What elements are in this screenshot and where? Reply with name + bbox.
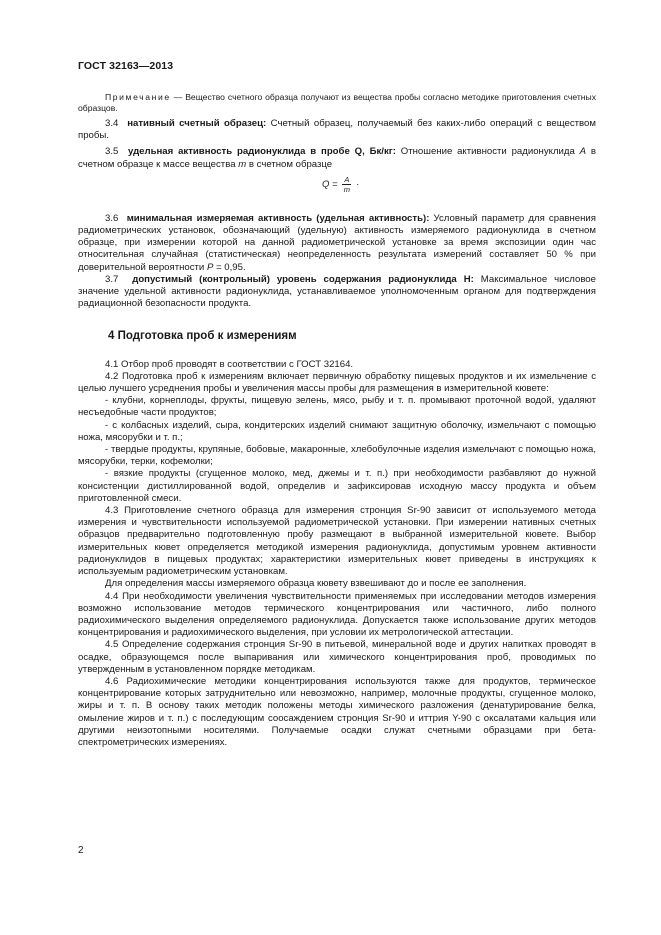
- formula-q: [78, 173, 596, 207]
- variable-a: А: [579, 146, 587, 158]
- page-number: 2: [78, 845, 84, 856]
- variable-m: m: [238, 158, 247, 170]
- note-label: Примечание: [105, 92, 171, 102]
- clause-4-5: 4.5 Определение содержания стронция Sr-90 в питьевой, минеральной воде и других напитках проводят в осадке, образующемся после выпаривания или химического концентрирования проб, проводимых по утвержденным в установленном порядке методикам.: [78, 639, 596, 675]
- clause-text: в счетном образце к массе вещества: [78, 146, 596, 170]
- formula-denominator: m: [343, 184, 351, 194]
- clause-term: минимальная измеряемая активность (удельная активность):: [126, 212, 430, 224]
- clause-3-4: [78, 118, 596, 142]
- clause-4-4: 4.4 При необходимости увеличения чувствительности применяемых при исследовании методов измерения возможно использование методов термического концентрирования или частичного, либо полного радиохимического выделения определяемого радионуклида. Допускается также использование других методов концентрирования и радиохимического выделения, при условии их метрологической аттестации.: [78, 590, 596, 639]
- clause-term: нативный счетный образец:: [127, 118, 267, 129]
- list-item: - клубни, корнеплоды, фрукты, пищевую зелень, мясо, рыбу и т. п. промывают проточной водой, удаляют несъедобные части продуктов;: [78, 395, 596, 419]
- clause-number: 3.7: [105, 273, 119, 285]
- clause-text: в счетном образце: [246, 158, 333, 170]
- note-text: — Вещество счетного образца получают из вещества пробы согласно методике приготовления счетных образцов.: [78, 92, 596, 113]
- clause-4-6: 4.6 Радиохимические методики концентрирования используются также для продуктов, термическое концентрирование которых затруднительно или невозможно, например, молочные продукты, сгущенное молоко, жиры и т. п. В основу таких методик положены методы химического разложения (денатурирование белка, омыление жиров и т. п.) с последующим соосаждением стронция Sr-90 и иттрия Y-90 с оксалатами кальция или другими неизотопными носителями. Получаемые осадки служат счетными образцами при бета-спектрометрических измерениях.: [78, 675, 596, 748]
- clause-3-5: [78, 146, 596, 170]
- formula-numerator: A: [344, 174, 350, 184]
- clause-text: Счетный образец, получаемый без каких-либо операций с веществом пробы.: [78, 118, 596, 142]
- clause-number: 3.6: [105, 212, 119, 224]
- clause-term: допустимый (контрольный) уровень содержания радионуклида H:: [132, 273, 474, 285]
- note-paragraph: [78, 92, 596, 114]
- list-item: - твердые продукты, крупяные, бобовые, макаронные, хлебобулочные изделия измельчают с помощью ножа, мясорубки, терки, кофемолки;: [78, 444, 596, 468]
- variable-p: P: [206, 261, 214, 273]
- clause-number: 3.5: [105, 146, 119, 158]
- formula-equals: =: [329, 178, 341, 190]
- list-item: - с колбасных изделий, сыра, кондитерских изделий снимают защитную оболочку, измельчают с помощью ножа, мясорубки и т. п.;: [78, 419, 596, 443]
- clause-4-2: 4.2 Подготовка проб к измерениям включает первичную обработку пищевых продуктов и их измельчение с целью лучшего усреднения пробы и увеличения массы пробы для размещения в измерительной кювете:: [78, 370, 596, 395]
- formula-lhs: Q: [322, 178, 330, 190]
- clause-3-7: [78, 274, 596, 311]
- clause-term: удельная активность радионуклида в пробе Q, Бк/кг:: [128, 146, 396, 158]
- clause-text: = 0,95.: [213, 261, 246, 273]
- clause-3-6: [78, 213, 596, 274]
- clause-text: Максимальное числовое значение удельной активности радионуклида, устанавливаемое уполномоченным органом для подтверждения радиационной безопасности продукта.: [78, 273, 596, 310]
- clause-4-3-weighing: Для определения массы измеряемого образца кювету взвешивают до и после ее заполнения.: [105, 578, 527, 590]
- list-item: - вязкие продукты (сгущенное молоко, мед, джемы и т. п.) при необходимости разбавляют до нужной консистенции дистиллированной водой, определив и зафиксировав исходную массу продукта и объем приготовленной смеси.: [78, 468, 596, 504]
- clause-text: Условный параметр для сравнения радиометрических установок, обозначающий (удельную) активность измеряемого радионуклида в счетном образце, при измерении которой на данной радиометрической установке за время экспозиции один час относительная случайная (статистическая) неопределенность результата измерений составляет 50 % при доверительной вероятности: [78, 212, 596, 273]
- document-header: ГОСТ 32163—2013: [78, 60, 174, 72]
- clause-text: Отношение активности радионуклида: [395, 146, 580, 158]
- clause-number: 3.4: [105, 118, 119, 129]
- formula-fraction: [342, 175, 351, 194]
- formula-tail: ·: [353, 178, 360, 190]
- page-content: [78, 92, 596, 749]
- clause-4-3: 4.3 Приготовление счетного образца для измерения стронция Sr-90 зависит от используемого метода измерения и чувствительности используемой радиометрической установки. При измерении нативных счетных образцов предварительно подготовленную пробу размещают в выбранной измерительной кювете. Выбор измерительных кювет определяется методикой измерения радионуклида, допустимым уровнем активности радионуклидов в пищевых продуктах; характеристики измерительных кювет приведены в инструкциях к используемым радиометрическим установкам.: [78, 505, 596, 578]
- clause-4-1: 4.1 Отбор проб проводят в соответствии с ГОСТ 32164.: [105, 358, 354, 370]
- section-4-title: 4 Подготовка проб к измерениям: [108, 330, 297, 343]
